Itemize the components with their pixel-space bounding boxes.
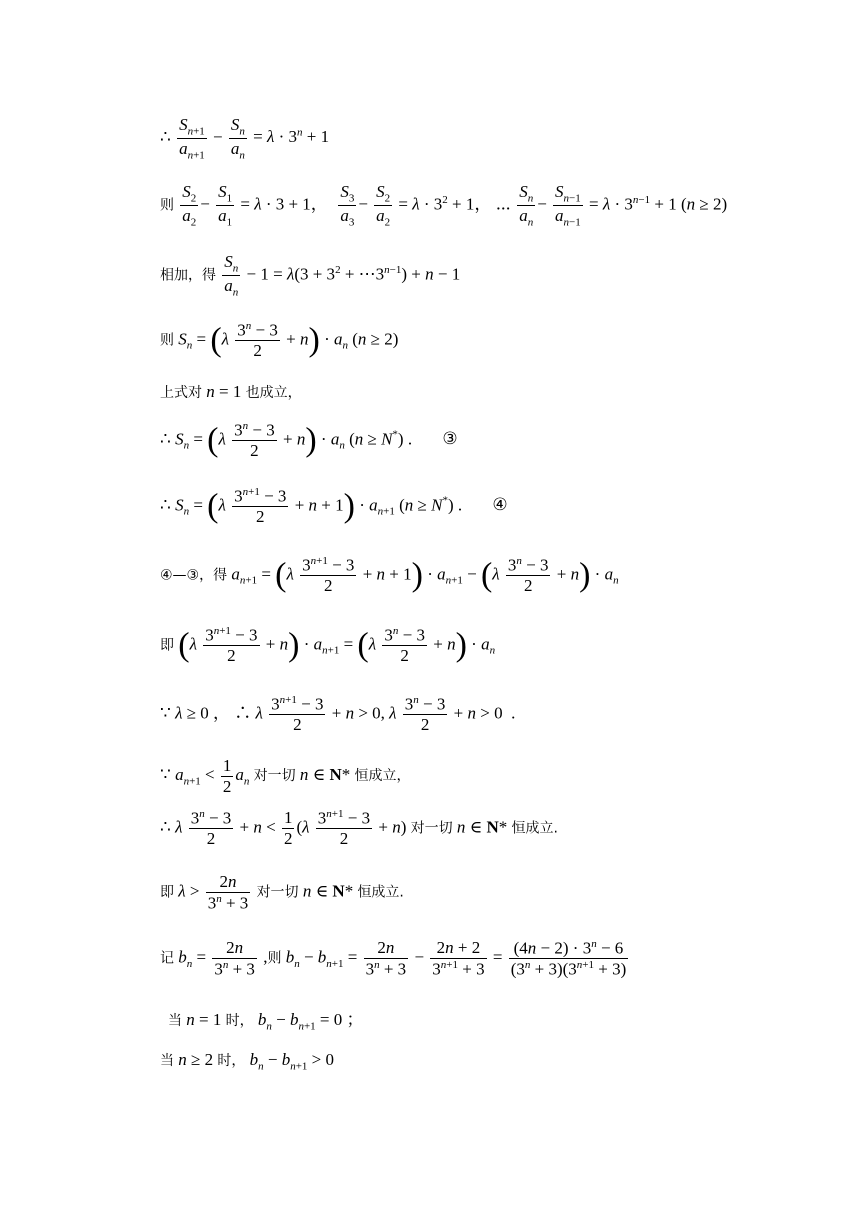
line-6: ∴ $S_n = (\lambda$ $\frac{3^n - 3}{2}$ + $n) \cdot a_n$ (n ≥ N*) . ③ bbox=[160, 420, 458, 461]
line-4: 则 $S_n = (\lambda$ $\frac{3^n - 3}{2}$ + $n) \cdot a_n$ (n ≥ 2) bbox=[160, 320, 399, 361]
line-10: ∵ λ ≥ 0 ， ∴ λ $\frac{3^{n+1} - 3}{2}$ + n > 0, λ $\frac{3^n - 3}{2}$ + n > 0 . bbox=[160, 694, 516, 735]
line-1: ∴ $\frac{S_{n+1}}{a_{n+1}}$ − $\frac{S_n}{a_n}$ = $\lambda \cdot 3^n + 1$ bbox=[160, 115, 330, 162]
line-14: 记 $b_n$ = $\frac{2n}{3^n + 3}$ ,则 $b_n - b_{n+1}$ = $\frac{2n}{3^n + 3}$ − $\frac{2n + 2}{3^{n+1} + 3}$ = $\frac{(4n - 2) \cdot 3^n - 6}{(3^n + 3)(3^{n+1} + 3)}$ bbox=[160, 938, 627, 979]
line-9: 即 (λ $\frac{3^{n+1} - 3}{2}$ + $n) \cdot a_{n+1} = (\lambda$ $\frac{3^n - 3}{2}$ + $n) \cdot a_n$ bbox=[160, 625, 496, 666]
line-5: 上式对 n = 1 也成立， bbox=[160, 382, 302, 401]
line-3: 相加，得 $\frac{S_n}{a_n}$ − $1 = \lambda(3 + 3^2$ + $\cdots 3^{n-1}) + n - 1$ bbox=[160, 252, 461, 299]
line-16: 当 n ≥ 2 时， $b_n - b_{n+1} > 0$ bbox=[160, 1050, 334, 1073]
line-2: 则 $\frac{S_2}{a_2}$ − $\frac{S_1}{a_1}$ = λ · 3 + 1， $\frac{S_3}{a_3}$ − $\frac{S_2}{a_2}$ = $\lambda \cdot 3^2 + 1$， ⋯ $\frac{S_n}{a_n}$ − $\frac{S_{n-1}}{a_{n-1}}$ = $\lambda \cdot 3^{n-1} + 1$ (n ≥ 2) bbox=[160, 182, 728, 229]
line-7: ∴ $S_n = (\lambda$ $\frac{3^{n+1} - 3}{2}$ + $n + 1) \cdot a_{n+1}$ (n ≥ N*) . ④ bbox=[160, 486, 508, 527]
line-11: ∵ $a_{n+1}$ < $\frac{1}{2}$ $a_n$ 对一切 n ∈ N* 恒成立， bbox=[160, 756, 411, 796]
line-8: ④—③，得 $a_{n+1} = (\lambda$ $\frac{3^{n+1} - 3}{2}$ + $n + 1) \cdot a_{n+1} - (\lambda$ $\frac{3^n - 3}{2}$ + $n) \cdot a_n$ bbox=[160, 555, 619, 596]
line-15: 当 n = 1 时， $b_n - b_{n+1} = 0$ ； bbox=[168, 1010, 364, 1033]
line-12: ∴ λ $\frac{3^n - 3}{2}$ + n < $\frac{1}{2}$ (λ $\frac{3^{n+1} - 3}{2}$ + n) 对一切 n ∈ N* 恒成立. bbox=[160, 808, 558, 849]
line-13: 即 λ > $\frac{2n}{3^n + 3}$ 对一切 n ∈ N* 恒成立. bbox=[160, 872, 404, 913]
